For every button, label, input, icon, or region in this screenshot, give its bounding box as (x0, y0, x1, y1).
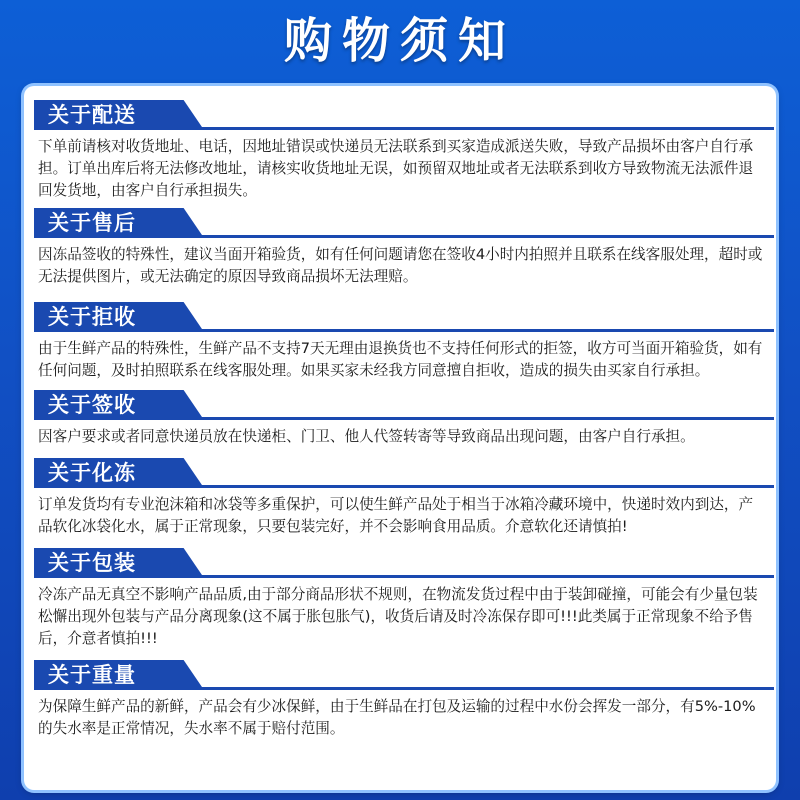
section-heading (24, 390, 776, 424)
section-rejection (24, 302, 776, 382)
section-text: 由于生鲜产品的特殊性，生鲜产品不支持7天无理由退换货也不支持任何形式的拒签，收方可当面开箱验货，如有任何问题，及时拍照联系在线客服处理。如果买家未经我方同意擅自拒收，造成的损失由买家自行承担。 (38, 340, 763, 379)
divider (194, 485, 774, 488)
section-text: 为保障生鲜产品的新鲜，产品会有少冰保鲜，由于生鲜品在打包及运输的过程中水份会挥发一部分，有5%-10%的失水率是正常情况，失水率不属于赔付范围。 (38, 698, 756, 737)
section-text: 冷冻产品无真空不影响产品品质,由于部分商品形状不规则，在物流发货过程中由于装卸碰撞，可能会有少量包装松懈出现外包装与产品分离现象(这不属于胀包胀气)，收货后请及时冷冻保存即可!!!此类属于正常现象不给予售后，介意者慎拍!!! (38, 586, 758, 647)
section-heading (24, 302, 776, 336)
section-title: 关于包装 (48, 551, 136, 575)
page-title: 购物须知 (283, 13, 516, 69)
section-heading (24, 458, 776, 492)
section-delivery (24, 100, 776, 202)
section-title: 关于化冻 (48, 461, 136, 485)
section-heading (24, 100, 776, 134)
section-text: 因客户要求或者同意快递员放在快递柜、门卫、他人代签转寄等导致商品出现问题，由客户自行承担。 (38, 428, 695, 445)
section-title: 关于签收 (48, 393, 136, 417)
divider (194, 127, 774, 130)
section-weight (24, 660, 776, 740)
divider (194, 417, 774, 420)
section-title: 关于配送 (48, 103, 136, 127)
section-text: 下单前请核对收货地址、电话，因地址错误或快递员无法联系到买家造成派送失败，导致产品损坏由客户自行承担。订单出库后将无法修改地址，请核实收货地址无误，如预留双地址或者无法联系到收方导致物流无法派件退回发货地，由客户自行承担损失。 (38, 138, 754, 199)
section-text: 因冻品签收的特殊性，建议当面开箱验货，如有任何问题请您在签收4小时内拍照并且联系在线客服处理，超时或无法提供图片，或无法确定的原因导致商品损坏无法理赔。 (38, 246, 763, 285)
section-after-sales (24, 208, 776, 288)
section-signing (24, 390, 776, 448)
notice-panel (24, 86, 776, 790)
section-text: 订单发货均有专业泡沫箱和冰袋等多重保护，可以使生鲜产品处于相当于冰箱冷藏环境中，快递时效内到达，产品软化冰袋化水，属于正常现象，只要包装完好，并不会影响食用品质。介意软化还请慎拍! (38, 496, 754, 535)
section-title: 关于售后 (48, 211, 136, 235)
divider (194, 329, 774, 332)
divider (194, 235, 774, 238)
section-heading (24, 208, 776, 242)
section-thawing (24, 458, 776, 538)
section-title: 关于重量 (48, 663, 136, 687)
section-title: 关于拒收 (48, 305, 136, 329)
divider (194, 687, 774, 690)
section-heading (24, 660, 776, 694)
section-packaging (24, 548, 776, 650)
section-heading (24, 548, 776, 582)
divider (194, 575, 774, 578)
